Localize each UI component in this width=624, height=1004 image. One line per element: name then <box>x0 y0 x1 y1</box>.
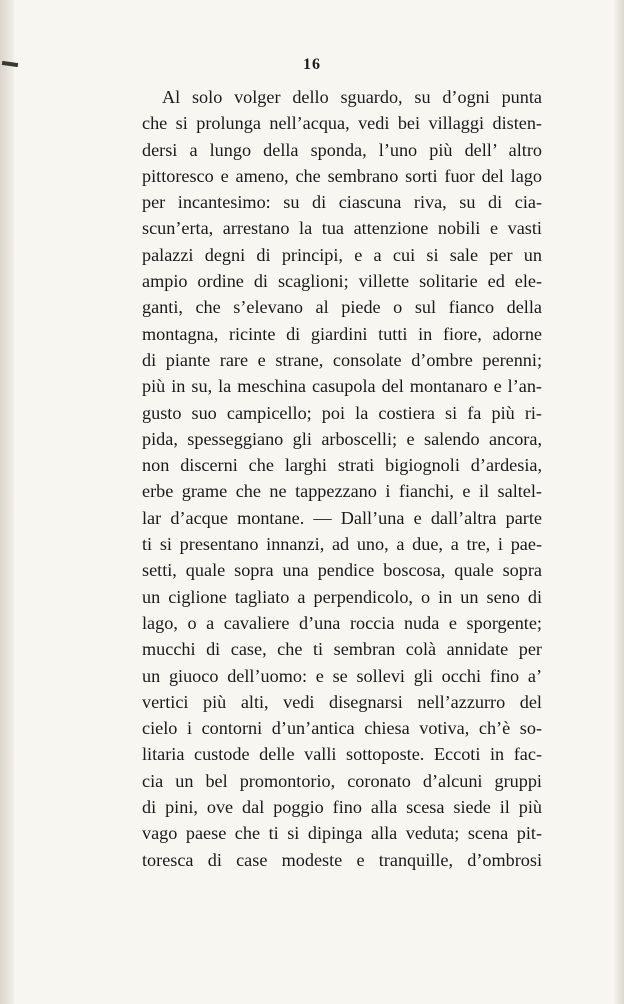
text-line: Al solo volger dello sguardo, su d’ogni punta <box>162 87 542 107</box>
text-line: palazzi degni di principi, e a cui si sale per un <box>142 244 542 265</box>
page-gutter-shadow <box>0 0 14 1004</box>
text-line: dersi a lungo della sponda, l’uno più dell’ altro <box>142 139 542 160</box>
text-line: cia un bel promontorio, coronato d’alcuni gruppi <box>142 770 542 791</box>
text-line: un ciglione tagliato a perpendicolo, o in un seno di <box>142 586 542 607</box>
text-line: scun’erta, arrestano la tua attenzione nobili e vasti <box>142 218 542 239</box>
text-line: non discerni che larghi strati bigiognoli d’ardesia, <box>142 455 542 476</box>
text-line: ganti, che s’elevano al piede o sul fianco della <box>142 297 542 318</box>
text-line: gusto suo campicello; poi la costiera si fa più ri- <box>142 402 542 423</box>
text-line: montagna, ricinte di giardini tutti in fiore, adorne <box>142 323 542 344</box>
text-line: che si prolunga nell’acqua, vedi bei villaggi disten- <box>142 113 542 134</box>
text-line: di pini, ove dal poggio fino alla scesa siede il più <box>142 797 542 818</box>
text-line: ti si presentano innanzi, ad uno, a due, a tre, i pae- <box>142 534 542 555</box>
text-line: ampio ordine di scaglioni; villette solitarie ed ele- <box>142 271 542 292</box>
text-line: toresca di case modeste e tranquille, d’ombrosi <box>142 849 542 870</box>
text-line: di piante rare e strane, consolate d’ombre perenni; <box>142 349 542 370</box>
text-line: un giuoco dell’uomo: e se sollevi gli occhi fino a’ <box>142 665 542 686</box>
text-line: pittoresco e ameno, che sembrano sorti fuor del lago <box>142 165 542 186</box>
text-line: setti, quale sopra una pendice boscosa, quale sopra <box>142 560 542 581</box>
text-line: litaria custode delle valli sottoposte. Eccoti in fac- <box>142 744 542 765</box>
text-line: più in su, la meschina casupola del montanaro e l’an- <box>142 376 542 397</box>
text-line: erbe grame che ne tappezzano i fianchi, e il saltel- <box>142 481 542 502</box>
body-text <box>142 84 542 873</box>
text-line: vertici più alti, vedi disegnarsi nell’azzurro del <box>142 691 542 712</box>
text-line: vago paese che ti si dipinga alla veduta; scena pit- <box>142 823 542 844</box>
page-edge-shadow <box>614 0 624 1004</box>
page-number: 16 <box>303 56 321 73</box>
text-line: cielo i contorni d’un’antica chiesa votiva, ch’è so- <box>142 718 542 739</box>
text-line: pida, spesseggiano gli arboscelli; e salendo ancora, <box>142 428 542 449</box>
text-line: mucchi di case, che ti sembran colà annidate per <box>142 639 542 660</box>
text-line: per incantesimo: su di ciascuna riva, su di cia- <box>142 192 542 213</box>
text-line: lar d’acque montane. — Dall’una e dall’altra parte <box>142 507 542 528</box>
text-line: lago, o a cavaliere d’una roccia nuda e sporgente; <box>142 612 542 633</box>
